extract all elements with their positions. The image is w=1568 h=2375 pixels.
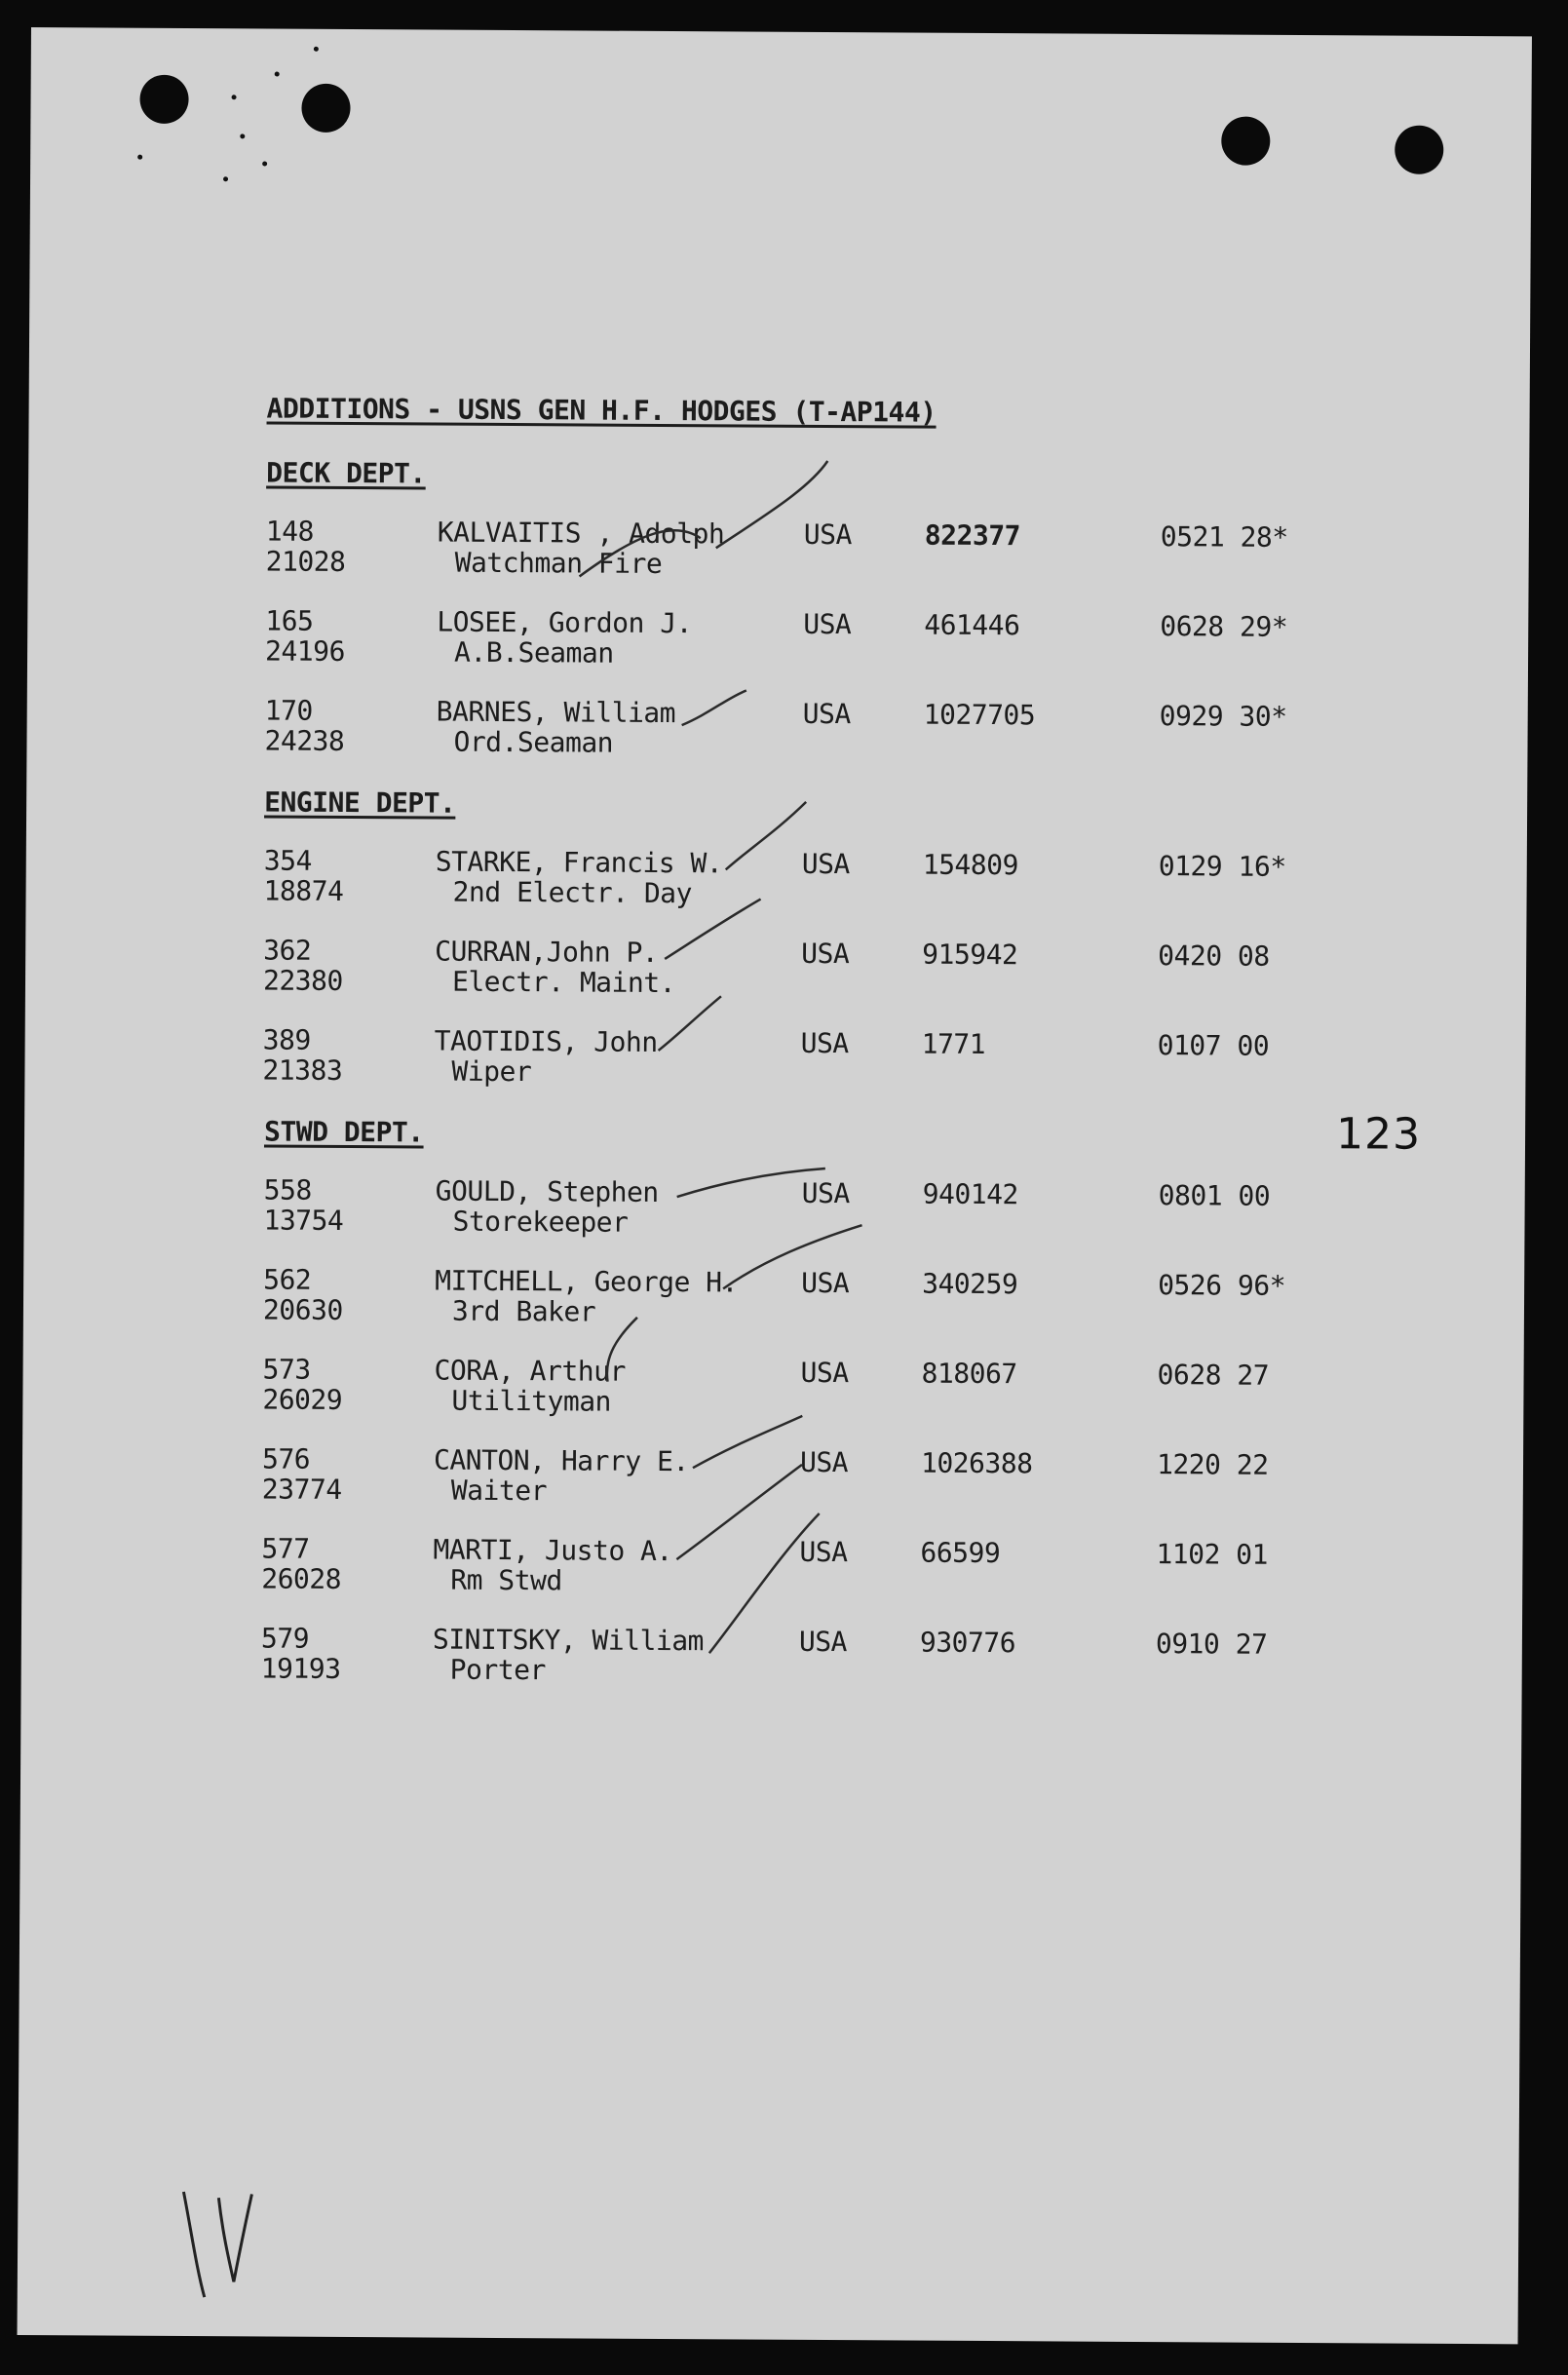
entry-citizenship: USA bbox=[801, 1176, 850, 1210]
check-mark bbox=[682, 690, 746, 725]
entry-code: 0107 00 bbox=[1157, 1029, 1270, 1062]
entry-name: TAOTIDIS, John bbox=[434, 1024, 658, 1058]
entry-no: 165 bbox=[265, 604, 314, 637]
entry-number: 461446 bbox=[924, 608, 1020, 642]
entry-rating: Porter bbox=[449, 1653, 546, 1687]
entry-citizenship: USA bbox=[800, 1356, 849, 1390]
entry-code: 0910 27 bbox=[1155, 1628, 1268, 1661]
entry-rating: Storekeeper bbox=[452, 1205, 629, 1239]
check-mark bbox=[580, 530, 701, 578]
entry-rating: 3rd Baker bbox=[451, 1294, 596, 1328]
entry-citizenship: USA bbox=[801, 1266, 850, 1300]
entry-number: 66599 bbox=[920, 1536, 1001, 1570]
page-number-stamp: 123 bbox=[1335, 1109, 1422, 1160]
entry-ref: 21383 bbox=[262, 1053, 343, 1087]
entry-ref: 26028 bbox=[261, 1562, 342, 1595]
entry-ref: 13754 bbox=[263, 1204, 344, 1237]
check-mark bbox=[665, 899, 760, 960]
check-mark bbox=[726, 801, 806, 869]
entry-code: 1102 01 bbox=[1156, 1538, 1269, 1571]
entry-name: MARTI, Justo A. bbox=[433, 1533, 672, 1568]
entry-number: 822377 bbox=[924, 518, 1021, 553]
entry-number: 940142 bbox=[922, 1177, 1018, 1211]
entry-citizenship: USA bbox=[802, 697, 851, 731]
entry-no: 170 bbox=[264, 694, 313, 727]
check-mark bbox=[716, 460, 828, 549]
entry-ref: 26029 bbox=[262, 1383, 343, 1416]
entry-number: 1026388 bbox=[920, 1446, 1033, 1480]
entry-no: 558 bbox=[263, 1173, 312, 1207]
entry-number: 154809 bbox=[922, 848, 1019, 882]
entry-ref: 22380 bbox=[262, 964, 343, 997]
check-marks-overlay bbox=[20, 27, 1532, 1790]
handwritten-margin-mark bbox=[164, 2172, 282, 2310]
entry-citizenship: USA bbox=[798, 1625, 848, 1659]
entry-rating: A.B.Seaman bbox=[453, 635, 614, 670]
entry-no: 362 bbox=[263, 934, 312, 967]
entry-ref: 19193 bbox=[260, 1652, 341, 1685]
entry-ref: 20630 bbox=[262, 1293, 343, 1326]
dept-heading: ENGINE DEPT. bbox=[264, 785, 456, 820]
entry-citizenship: USA bbox=[799, 1535, 848, 1569]
dept-heading: STWD DEPT. bbox=[263, 1115, 424, 1149]
entry-code: 0628 27 bbox=[1157, 1359, 1270, 1392]
entry-name: KALVAITIS , Adolph bbox=[437, 516, 725, 551]
entry-citizenship: USA bbox=[803, 517, 853, 552]
check-mark bbox=[709, 1513, 820, 1654]
dept-heading: DECK DEPT. bbox=[266, 456, 426, 490]
entry-number: 1027705 bbox=[923, 698, 1036, 732]
entry-rating: Watchman Fire bbox=[454, 546, 663, 580]
check-mark bbox=[659, 996, 721, 1051]
entry-code: 0521 28* bbox=[1160, 520, 1288, 554]
entry-citizenship: USA bbox=[801, 937, 850, 971]
entry-rating: Wiper bbox=[451, 1054, 532, 1089]
entry-name: CORA, Arthur bbox=[434, 1354, 626, 1388]
entry-ref: 24238 bbox=[264, 724, 345, 757]
entry-no: 148 bbox=[265, 515, 315, 548]
entry-code: 0801 00 bbox=[1158, 1179, 1271, 1212]
entry-ref: 21028 bbox=[265, 545, 346, 578]
entry-ref: 24196 bbox=[264, 634, 345, 668]
entry-ref: 23774 bbox=[261, 1473, 342, 1506]
check-mark bbox=[676, 1464, 802, 1560]
entry-code: 0420 08 bbox=[1158, 939, 1270, 973]
entry-name: CANTON, Harry E. bbox=[433, 1443, 689, 1478]
entry-name: CURRAN,John P. bbox=[435, 935, 659, 969]
check-mark bbox=[723, 1224, 861, 1289]
entry-code: 0526 96* bbox=[1158, 1269, 1286, 1302]
entry-rating: Waiter bbox=[450, 1474, 548, 1508]
entry-code: 1220 22 bbox=[1156, 1448, 1269, 1481]
entry-rating: Electr. Maint. bbox=[451, 965, 676, 1000]
entry-rating: Rm Stwd bbox=[450, 1563, 562, 1597]
entry-number: 930776 bbox=[919, 1626, 1016, 1660]
entry-rating: Utilityman bbox=[451, 1384, 612, 1418]
entry-name: BARNES, William bbox=[436, 695, 676, 730]
entry-number: 340259 bbox=[922, 1267, 1018, 1301]
entry-name: GOULD, Stephen bbox=[435, 1174, 659, 1208]
check-mark bbox=[677, 1168, 825, 1198]
document-title: ADDITIONS - USNS GEN H.F. HODGES (T-AP144) bbox=[266, 392, 937, 429]
entry-name: MITCHELL, George H. bbox=[435, 1264, 739, 1299]
document-page bbox=[18, 27, 1532, 2344]
entry-code: 0129 16* bbox=[1158, 850, 1286, 883]
entry-number: 1771 bbox=[921, 1027, 986, 1060]
entry-no: 577 bbox=[261, 1532, 310, 1565]
entry-citizenship: USA bbox=[801, 847, 850, 881]
entry-number: 915942 bbox=[922, 938, 1018, 972]
entry-code: 0929 30* bbox=[1159, 700, 1287, 733]
entry-citizenship: USA bbox=[803, 607, 852, 641]
check-mark bbox=[693, 1415, 802, 1469]
entry-no: 573 bbox=[262, 1353, 311, 1386]
entry-name: STARKE, Francis W. bbox=[435, 845, 723, 880]
entry-citizenship: USA bbox=[800, 1026, 849, 1060]
entry-citizenship: USA bbox=[799, 1445, 849, 1479]
entry-ref: 18874 bbox=[263, 874, 344, 907]
entry-code: 0628 29* bbox=[1160, 610, 1288, 643]
entry-rating: Ord.Seaman bbox=[453, 725, 614, 759]
entry-number: 818067 bbox=[921, 1357, 1017, 1391]
entry-no: 579 bbox=[260, 1622, 310, 1655]
entry-rating: 2nd Electr. Day bbox=[452, 875, 693, 910]
entry-no: 389 bbox=[262, 1023, 311, 1056]
check-mark bbox=[607, 1318, 637, 1382]
entry-no: 354 bbox=[263, 844, 312, 877]
entry-name: LOSEE, Gordon J. bbox=[437, 605, 693, 640]
entry-name: SINITSKY, William bbox=[432, 1623, 705, 1658]
entry-no: 576 bbox=[261, 1442, 311, 1475]
entry-no: 562 bbox=[263, 1263, 312, 1296]
